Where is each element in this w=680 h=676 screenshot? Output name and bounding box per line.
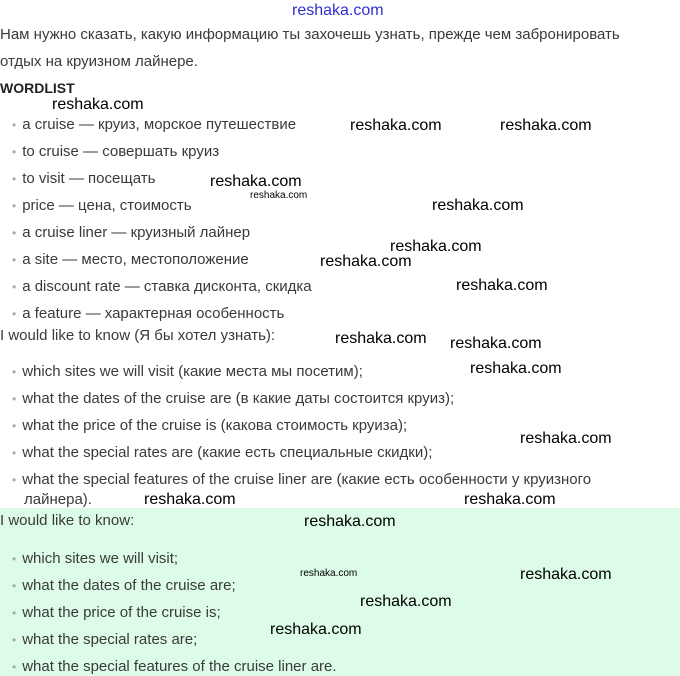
watermark: reshaka.com <box>270 621 362 638</box>
watermark: reshaka.com <box>304 513 396 530</box>
wordlist-item <box>12 305 284 323</box>
answer-item <box>12 550 178 568</box>
wordlist-item <box>12 278 312 296</box>
bullet-icon: • <box>12 446 17 460</box>
bullet-icon: • <box>12 172 17 186</box>
answer-item <box>12 604 221 622</box>
watermark: reshaka.com <box>450 335 542 352</box>
bullet-icon: • <box>12 253 17 267</box>
bullet-icon: • <box>12 606 17 620</box>
list-item-text: what the price of the cruise is; <box>22 604 221 621</box>
watermark: reshaka.com <box>520 430 612 447</box>
list-item-text: what the special features of the cruise liner are. <box>22 658 337 675</box>
know-item <box>12 471 591 489</box>
watermark: reshaka.com <box>456 277 548 294</box>
know-item <box>12 363 363 381</box>
bullet-icon: • <box>12 473 17 487</box>
watermark: reshaka.com <box>335 330 427 347</box>
watermark: reshaka.com <box>350 117 442 134</box>
watermark: reshaka.com <box>250 190 308 201</box>
watermark: reshaka.com <box>390 238 482 255</box>
bullet-icon: • <box>12 307 17 321</box>
know-item <box>12 390 454 408</box>
list-item-text: a cruise — круиз, морское путешествие <box>22 116 297 133</box>
list-item-text: what the dates of the cruise are; <box>22 577 236 594</box>
bullet-icon: • <box>12 633 17 647</box>
watermark: reshaka.com <box>300 568 358 579</box>
list-item-text: to cruise — совершать круиз <box>22 143 220 160</box>
list-item-text: price — цена, стоимость <box>22 197 192 214</box>
list-item-text: what the special rates are (какие есть специальные скидки); <box>22 444 433 461</box>
wordlist-item <box>12 224 250 242</box>
watermark: reshaka.com <box>500 117 592 134</box>
bullet-icon: • <box>12 552 17 566</box>
answer-item <box>12 631 197 649</box>
watermark: reshaka.com <box>470 360 562 377</box>
intro-line-1: Нам нужно сказать, какую информацию ты захочешь узнать, прежде чем забронировать <box>0 26 620 43</box>
bullet-icon: • <box>12 199 17 213</box>
site-header-link[interactable]: reshaka.com <box>292 2 384 19</box>
bullet-icon: • <box>12 419 17 433</box>
watermark: reshaka.com <box>320 253 412 270</box>
list-item-text: what the price of the cruise is (какова стоимость круиза); <box>22 417 408 434</box>
wordlist-item <box>12 197 192 215</box>
list-item-text: a discount rate — ставка дисконта, скидка <box>22 278 312 295</box>
bullet-icon: • <box>12 145 17 159</box>
list-item-text: what the dates of the cruise are (в какие даты состоится круиз); <box>22 390 455 407</box>
list-item-text: a site — место, местоположение <box>22 251 249 268</box>
bullet-icon: • <box>12 392 17 406</box>
watermark: reshaka.com <box>144 491 236 508</box>
bullet-icon: • <box>12 579 17 593</box>
bullet-icon: • <box>12 660 17 674</box>
list-item-text: to visit — посещать <box>22 170 156 187</box>
watermark: reshaka.com <box>520 566 612 583</box>
list-item-text: a feature — характерная особенность <box>22 305 285 322</box>
wordlist-title: WORDLIST <box>0 80 75 96</box>
bullet-icon: • <box>12 226 17 240</box>
bullet-icon: • <box>12 118 17 132</box>
intro-line-2: отдых на круизном лайнере. <box>0 53 198 70</box>
know-item-continuation: лайнера). <box>24 491 92 508</box>
list-item-text: what the special features of the cruise liner are (какие есть особенности у круизного <box>22 471 592 488</box>
wordlist-item <box>12 116 296 134</box>
know-item <box>12 417 407 435</box>
bullet-icon: • <box>12 365 17 379</box>
answer-item <box>12 658 337 676</box>
answer-intro: I would like to know: <box>0 512 135 529</box>
watermark: reshaka.com <box>52 96 144 113</box>
bullet-icon: • <box>12 280 17 294</box>
wordlist-item <box>12 251 249 269</box>
wordlist-item <box>12 143 219 161</box>
list-item-text: which sites we will visit; <box>22 550 179 567</box>
know-intro: I would like to know (Я бы хотел узнать): <box>0 327 276 344</box>
watermark: reshaka.com <box>360 593 452 610</box>
watermark: reshaka.com <box>432 197 524 214</box>
answer-item <box>12 577 236 595</box>
list-item-text: which sites we will visit (какие места мы посетим); <box>22 363 363 380</box>
list-item-text: what the special rates are; <box>22 631 198 648</box>
know-item <box>12 444 432 462</box>
wordlist-item <box>12 170 155 188</box>
list-item-text: a cruise liner — круизный лайнер <box>22 224 251 241</box>
watermark: reshaka.com <box>464 491 556 508</box>
watermark: reshaka.com <box>210 173 302 190</box>
